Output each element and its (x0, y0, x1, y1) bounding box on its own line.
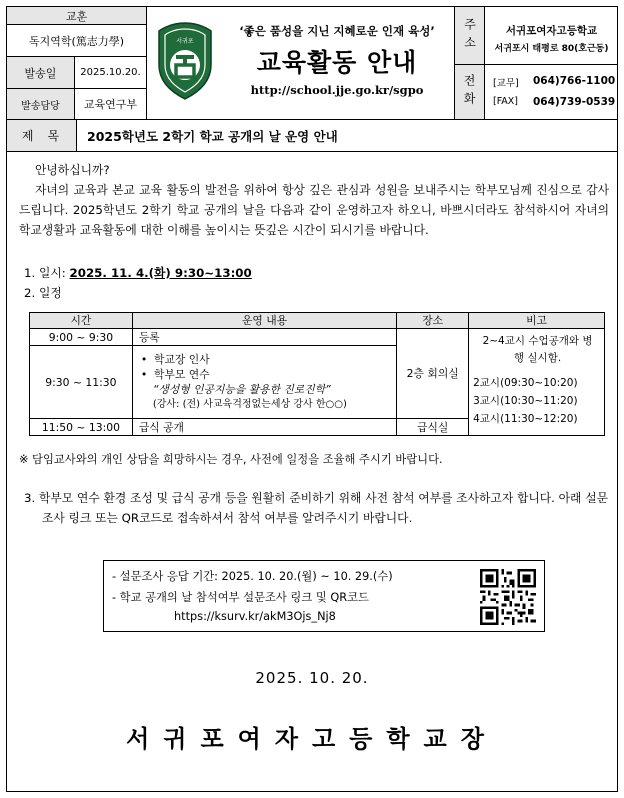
schedule-table (29, 312, 605, 436)
tel-number: 064)766-1100 (533, 75, 616, 87)
row3-content: 급식 공개 (132, 419, 396, 436)
education-motto: ‘좋은 품성을 지닌 지혜로운 인재 육성’ (239, 24, 435, 38)
notice-page (6, 6, 618, 792)
schedule-heading: 2. 일정 (24, 286, 62, 300)
school-address: 서귀포시 태평로 80(호근동) (494, 44, 609, 54)
fax-tag: [FAX] (493, 96, 519, 107)
period-3: 3교시(10:30~11:20) (473, 395, 578, 407)
period-2: 2교시(09:30~10:20) (473, 377, 578, 389)
address-label: 주소 (454, 7, 484, 65)
department-label: 발송담당 (7, 89, 75, 119)
lecture-title: “생성형 인공지능을 활용한 진로진학” (152, 383, 331, 396)
table-header-time: 시간 (30, 313, 133, 329)
row2-time: 9:30 ~ 11:30 (30, 346, 133, 419)
principal-signature: 서귀포여자고등학교장 (126, 724, 498, 753)
event-datetime-value: 2025. 11. 4.(화) 9:30~13:00 (69, 266, 252, 280)
school-name: 서귀포여자고등학교 (505, 25, 598, 37)
table-header-note: 비고 (469, 313, 605, 329)
motto-label: 교훈 (7, 7, 147, 25)
list-item: • 학부모 연수 (140, 368, 210, 381)
subject-label: 제목 (7, 120, 77, 151)
event-datetime-label: 1. 일시: (24, 266, 66, 280)
fax-number: 064)739-0539 (533, 96, 616, 108)
tel-tag: [교무] (493, 78, 519, 89)
place-cafeteria: 급식실 (397, 419, 469, 436)
letterhead (7, 7, 617, 119)
survey-box (103, 560, 545, 632)
place-meeting-room: 2층 회의실 (397, 329, 469, 419)
school-motto: 독지역학(篤志力學) (7, 25, 147, 57)
phone-label: 전화 (454, 65, 484, 119)
table-header-place: 장소 (397, 313, 469, 329)
contact-cell (484, 65, 617, 119)
department: 교육연구부 (75, 89, 147, 119)
period-4: 4교시(11:30~12:20) (473, 413, 578, 425)
subject-row (7, 119, 617, 152)
survey-link[interactable]: https://ksurv.kr/akM3Ojs_Nj8 (174, 610, 336, 623)
issue-date-label: 발송일 (7, 57, 75, 89)
greeting: 안녕하십니까? (35, 163, 110, 177)
emblem-caption: 서귀포 (176, 38, 194, 45)
school-emblem-icon (157, 21, 213, 101)
survey-request: 3. 학부모 연수 환경 조성 및 급식 공개 등을 원활히 준비하기 위해 사전 참석 여부를 조사하고자 합니다. 아래 설문조사 링크 또는 QR코드로 접속하셔서 참석 여부를 알려주시기 바랍니다. (24, 491, 608, 525)
row1-content: 등록 (132, 329, 396, 346)
list-item: • 학교장 인사 (140, 353, 210, 366)
subject-text: 2025학년도 2학기 학교 공개의 날 운영 안내 (87, 128, 338, 144)
note-cell (469, 329, 605, 436)
intro-paragraph: 자녀의 교육과 본교 교육 활동의 발전을 위하여 항상 깊은 관심과 성원을 보내주시는 학부모님께 진심으로 감사드립니다. 2025학년도 2학기 학교 공개의 날을 다음과 같이 운영하고자 하오니, 바쁘시더라도 참석하시어 자녀의 학교생활과 교육활동에 대한 이해를 높이시는 뜻깊은 시간이 되시기를 바랍니다. (19, 183, 609, 237)
row2-content (132, 346, 396, 419)
note-head: 2~4교시 수업공개와 병행 실시함. (482, 335, 593, 364)
counsel-note: ※ 담임교사와의 개인 상담을 희망하시는 경우, 사전에 일정을 조율해 주시기 바랍니다. (19, 453, 443, 466)
qr-code-icon[interactable] (480, 569, 536, 625)
survey-period: - 설문조사 응답 기간: 2025. 10. 20.(월) ~ 10. 29.(수) (112, 570, 393, 583)
survey-desc: - 학교 공개의 날 참석여부 설문조사 링크 및 QR코드 (112, 591, 369, 604)
issue-date: 2025.10.20. (75, 57, 147, 89)
table-header-content: 운영 내용 (132, 313, 396, 329)
row3-time: 11:50 ~ 13:00 (30, 419, 133, 436)
issue-date-footer: 2025. 10. 20. (255, 669, 369, 687)
page-title: 교육활동 안내 (256, 48, 418, 77)
lecturer: (강사: (전) 사교육걱정없는세상 강사 한○○) (152, 399, 347, 410)
row1-time: 9:00 ~ 9:30 (30, 329, 133, 346)
event-datetime (24, 263, 614, 283)
school-url-link[interactable]: http://school.jje.go.kr/sgpo (250, 83, 424, 97)
address-cell (484, 7, 617, 65)
